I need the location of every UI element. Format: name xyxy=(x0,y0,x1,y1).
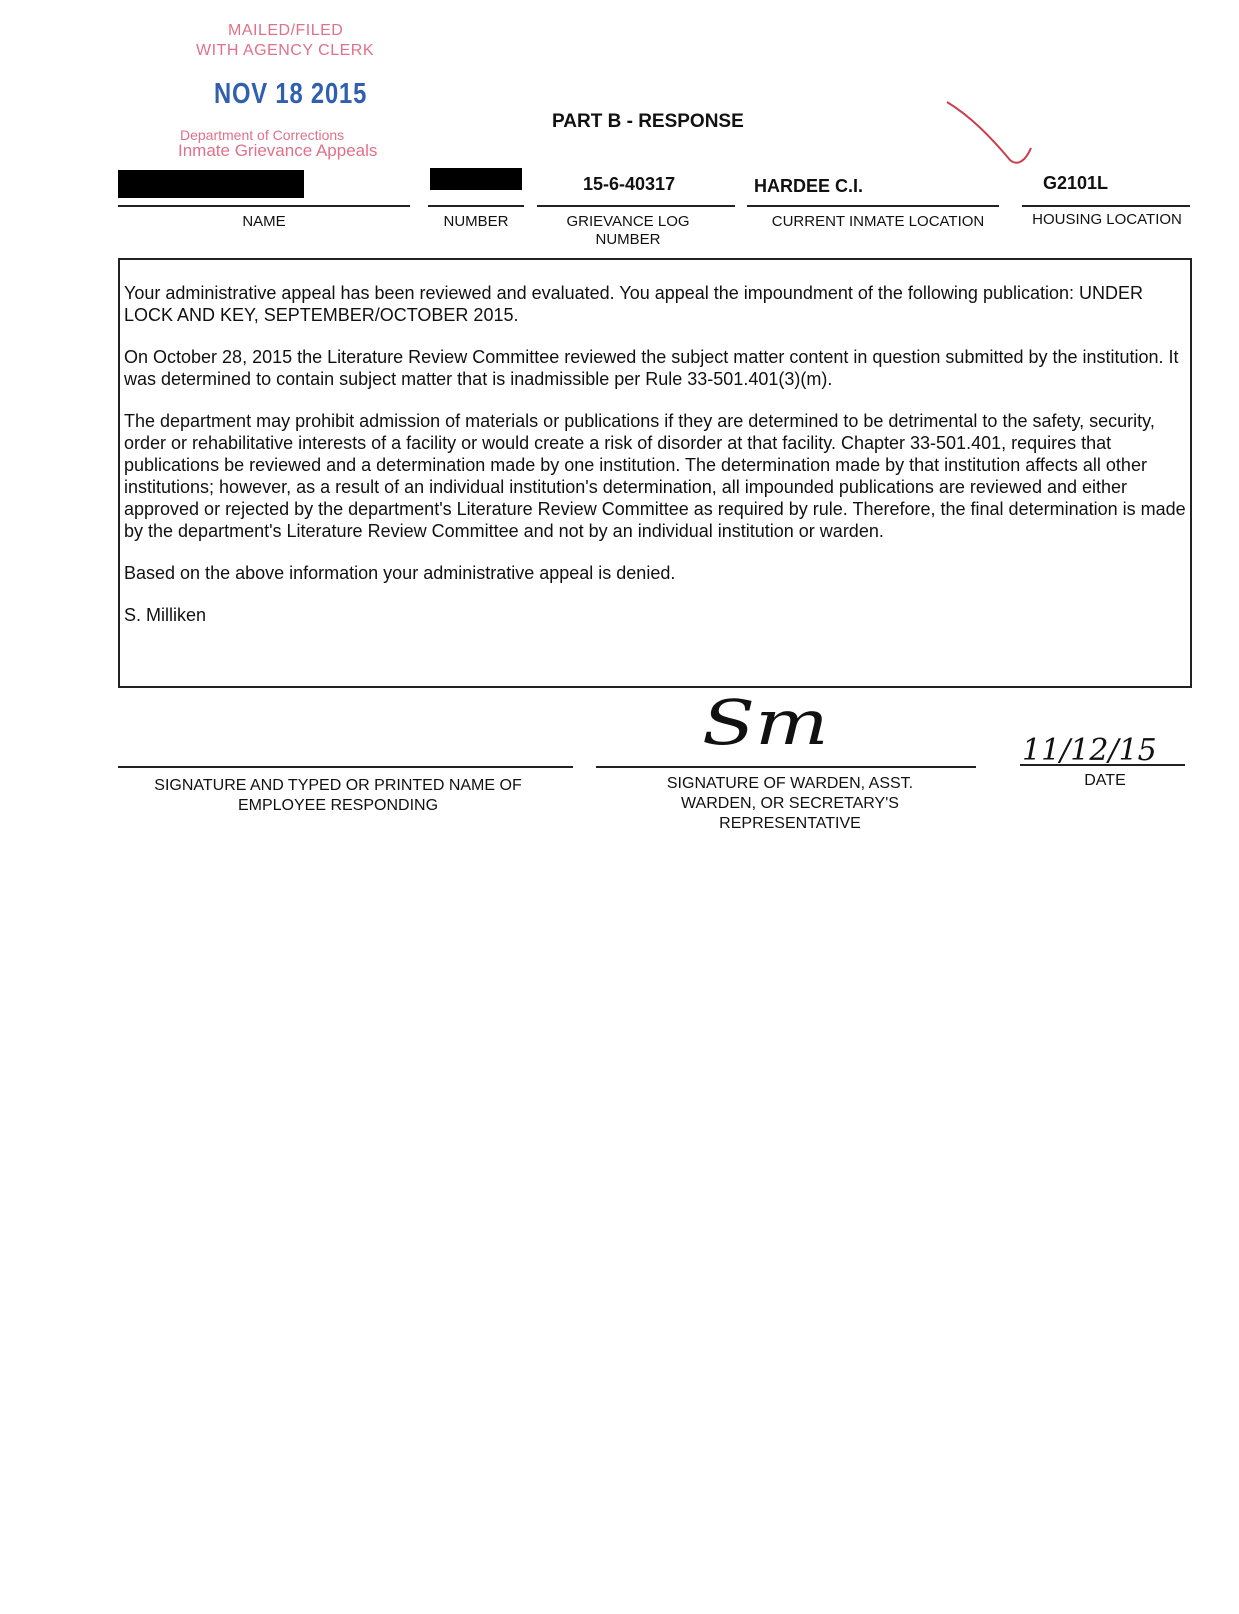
warden-signature: Sm xyxy=(702,686,829,759)
warden-signature-rule xyxy=(596,766,976,768)
grievance-log-number-value: 15-6-40317 xyxy=(583,174,676,194)
red-check-mark xyxy=(945,96,1045,170)
stamp-agency-clerk: WITH AGENCY CLERK xyxy=(196,42,375,59)
date-rule xyxy=(1020,764,1185,766)
current-location-label: CURRENT INMATE LOCATION xyxy=(771,213,985,230)
number-rule xyxy=(428,205,524,207)
stamp-mailed-filed: MAILED/FILED xyxy=(228,22,344,39)
employee-signature-label: SIGNATURE AND TYPED OR PRINTED NAME OF EMPLOYEE RESPONDING xyxy=(154,777,522,814)
housing-location-label: HOUSING LOCATION xyxy=(1032,211,1182,228)
form-title: PART B - RESPONSE xyxy=(552,111,744,132)
warden-signature-label: SIGNATURE OF WARDEN, ASST. WARDEN, OR SECRETARY'S REPRESENTATIVE xyxy=(666,775,914,832)
name-label: NAME xyxy=(242,213,286,230)
stamp-date: NOV 18 2015 xyxy=(214,78,368,110)
stamp-department: Department of Corrections xyxy=(180,127,345,143)
response-paragraph-2: On October 28, 2015 the Literature Review Committee reviewed the subject matter content in question submitted by the institution. It was determined to contain subject matter that is inadmissible per Rule 33-501.401(3)(m). xyxy=(124,347,1179,389)
grievance-log-label: GRIEVANCE LOG NUMBER xyxy=(566,213,690,248)
employee-signature-rule xyxy=(118,766,573,768)
number-redaction xyxy=(430,168,522,190)
response-signer: S. Milliken xyxy=(124,605,207,625)
response-paragraph-4: Based on the above information your administrative appeal is denied. xyxy=(124,563,676,583)
response-box xyxy=(118,258,1192,688)
housing-location-rule xyxy=(1022,205,1190,207)
grievance-log-rule xyxy=(537,205,735,207)
current-location-rule xyxy=(747,205,999,207)
stamp-office: Inmate Grievance Appeals xyxy=(178,141,378,160)
current-location-value: HARDEE C.I. xyxy=(754,176,864,196)
handwritten-date: 11/12/15 xyxy=(1022,733,1157,768)
response-paragraph-3: The department may prohibit admission of materials or publications if they are determined to be detrimental to the safety, security, order or rehabilitative interests of a facility or would create a risk of disorder at that facility. Chapter 33-501.401, requires that publications be reviewed and a determination made by one institution. The determination made by that institution affects all other institutions; however, as a result of an individual institution's determination, all impounded publications are reviewed and either approved or rejected by the department's Literature Review Committee as required by rule. Therefore, the final determination is made by the department's Literature Review Committee and not by an individual institution or warden. xyxy=(124,411,1186,541)
response-paragraph-1: Your administrative appeal has been reviewed and evaluated. You appeal the impoundment of the following publication: UNDER LOCK AND KEY, SEPTEMBER/OCTOBER 2015. xyxy=(124,283,1144,325)
name-rule xyxy=(118,205,410,207)
number-label: NUMBER xyxy=(443,213,509,230)
name-redaction xyxy=(118,170,304,198)
housing-location-value: G2101L xyxy=(1043,173,1109,193)
date-label: DATE xyxy=(1084,772,1126,789)
